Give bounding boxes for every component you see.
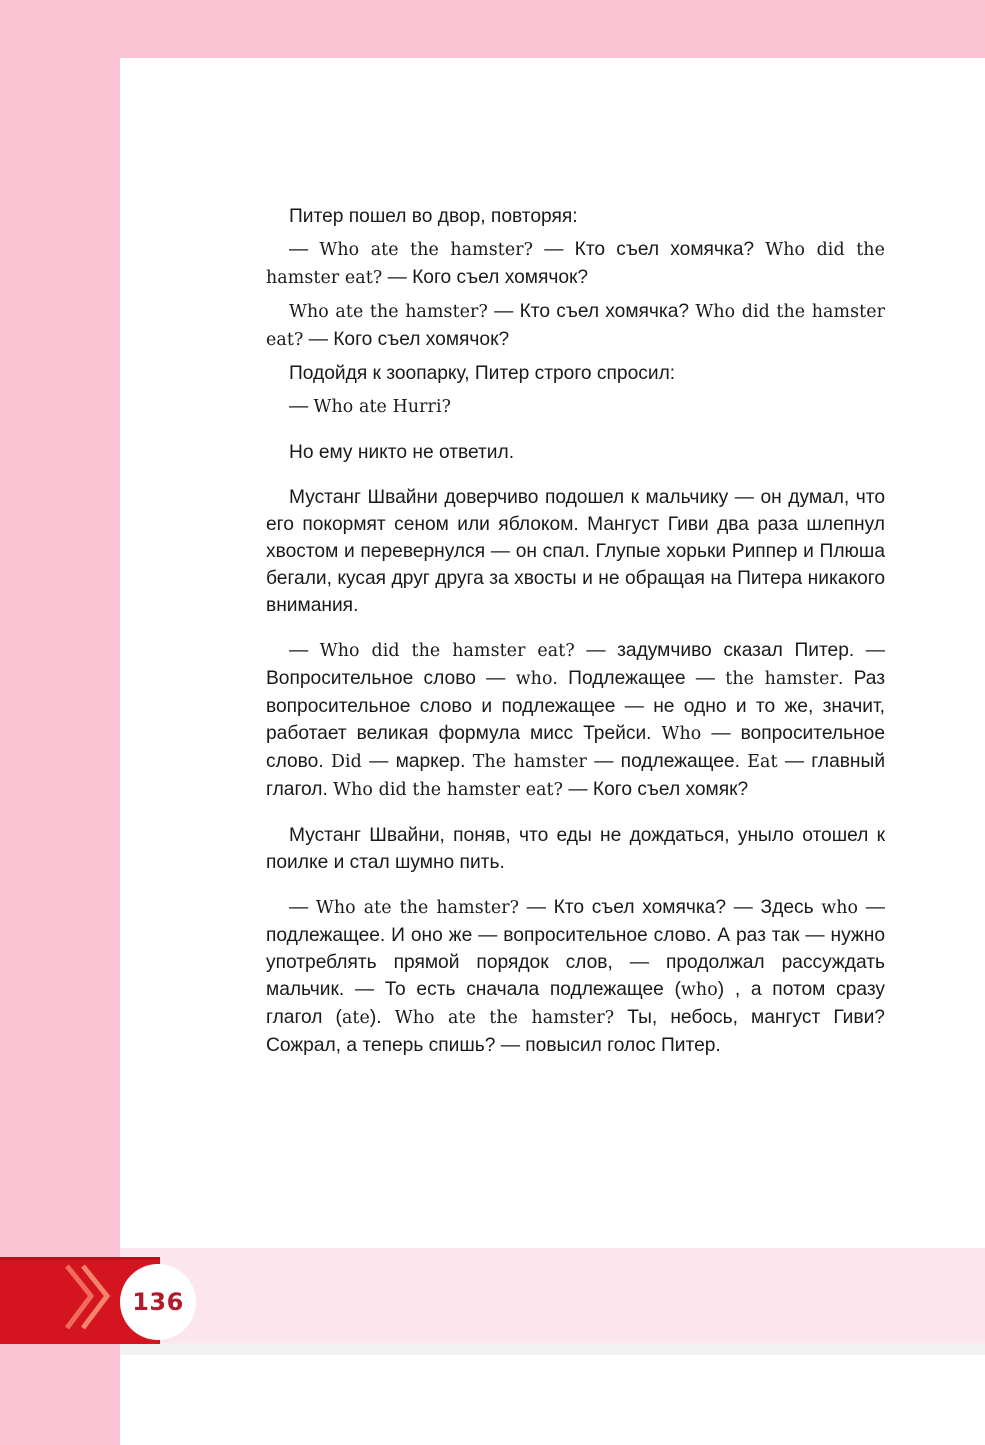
russian-text: Ты, небось, мангуст Гиви? Сожрал, а теперь спишь? — повысил голос Питер.: [266, 1007, 885, 1056]
russian-text: — подлежащее.: [586, 751, 748, 772]
paragraph: [266, 439, 885, 466]
paragraph: [266, 894, 885, 1059]
russian-text: — подлежащее. И оно же — вопросительное слово. А раз так — нужно употреблять прямой порядок слов, — продолжал рассуждать мальчик. — То есть сначала подлежащее (: [266, 897, 885, 1000]
russian-text: — маркер.: [361, 751, 473, 772]
russian-text: — Кого съел хомяк?: [563, 779, 749, 800]
russian-text: . Раз вопросительное слово и подлежащее — не одно и то же, значит, работает великая формула мисс Трейси.: [266, 668, 886, 744]
paragraph: [266, 236, 885, 292]
russian-text: ) , а потом сразу глагол (: [266, 979, 885, 1028]
russian-text: — Кого съел хомячок?: [303, 329, 510, 350]
footer-band: [120, 1248, 985, 1343]
english-phrase: Who ate Hurri?: [313, 397, 452, 417]
russian-text: Мустанг Швайни доверчиво подошел к мальчику — он думал, что его покормят сеном или яблоком. Мангуст Гиви два раза шлепнул хвостом и перевернулся — он спал. Глупые хорьки Риппер и Плюша бегали, кусая друг друга за хвосты и не обращая на Питера никакого внимания.: [266, 487, 885, 616]
english-phrase: ate: [341, 1008, 370, 1028]
russian-text: —: [289, 640, 320, 661]
russian-text: — Кто съел хомячка?: [533, 239, 766, 260]
english-phrase: Who ate the hamster?: [319, 240, 534, 260]
english-phrase: who: [680, 980, 718, 1000]
paragraph: [266, 484, 885, 619]
double-chevron-icon: [55, 1262, 115, 1332]
english-phrase: Who ate the hamster?: [289, 302, 488, 322]
paragraph: [266, 637, 885, 804]
english-phrase: Did: [330, 752, 362, 772]
english-phrase: Who: [661, 724, 702, 744]
russian-text: —: [289, 239, 320, 260]
english-phrase: Eat: [747, 752, 778, 772]
russian-text: Мустанг Швайни, поняв, что еды не дождаться, уныло отошел к поилке и стал шумно пить.: [266, 825, 885, 873]
russian-text: —: [289, 396, 314, 417]
russian-text: — Кто съел хомячка? — Здесь: [519, 897, 822, 918]
paragraph: [266, 360, 885, 387]
chevron-right-stroke: [83, 1266, 107, 1328]
paragraph: [266, 393, 885, 421]
russian-text: — Кого съел хомячок?: [382, 267, 589, 288]
english-phrase: Who ate the hamster?: [394, 1008, 615, 1028]
russian-text: Питер пошел во двор, повторяя:: [289, 206, 578, 227]
page-number-badge: [120, 1264, 196, 1340]
body-text: [266, 203, 885, 1059]
russian-text: . Подлежащее —: [552, 668, 726, 689]
english-phrase: who: [821, 898, 859, 918]
english-phrase: Who did the hamster eat?: [266, 240, 885, 288]
paragraph: [266, 298, 885, 354]
russian-text: — главный глагол.: [266, 751, 886, 800]
russian-text: Подойдя к зоопарку, Питер строго спросил:: [289, 363, 676, 384]
english-phrase: Who did the hamster eat?: [333, 780, 564, 800]
russian-text: ).: [369, 1007, 395, 1028]
footer-shadow: [120, 1343, 985, 1355]
paragraph: [266, 203, 885, 230]
english-phrase: Who did the hamster eat?: [319, 641, 575, 661]
english-phrase: Who did the hamster eat?: [266, 302, 885, 350]
english-phrase: who: [515, 669, 553, 689]
russian-text: — задумчиво сказал Питер. — Вопросительное слово —: [266, 640, 885, 689]
paragraph: [266, 822, 885, 876]
english-phrase: the hamster: [725, 669, 838, 689]
russian-text: —: [289, 897, 316, 918]
russian-text: — Кто съел хомячка?: [487, 301, 696, 322]
russian-text: Но ему никто не ответил.: [289, 442, 515, 463]
page-number: 136: [132, 1288, 184, 1316]
english-phrase: Who ate the hamster?: [315, 898, 520, 918]
english-phrase: The hamster: [472, 752, 587, 772]
russian-text: — вопросительное слово.: [266, 723, 886, 772]
